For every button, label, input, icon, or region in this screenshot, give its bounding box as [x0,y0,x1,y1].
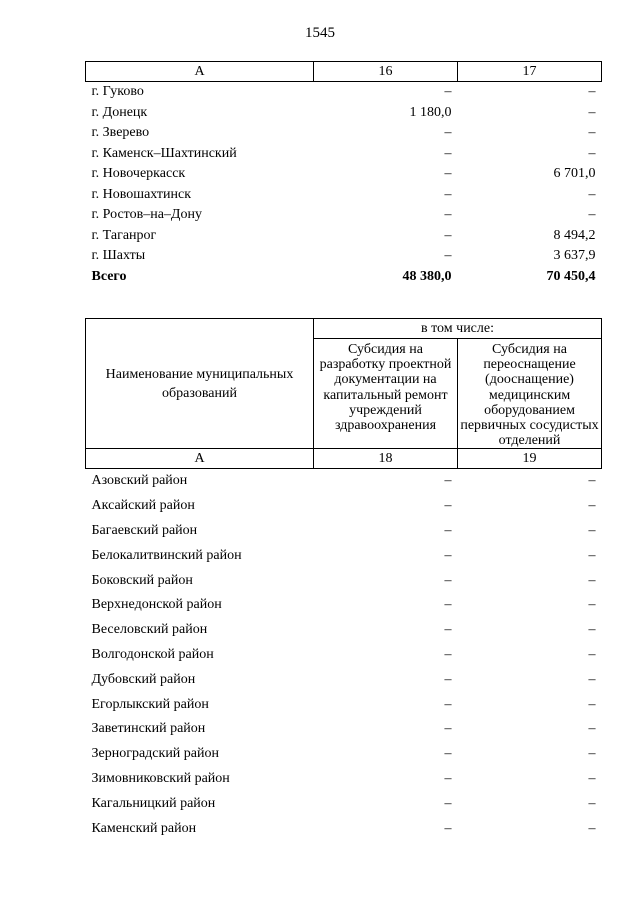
value-v18: – [444,523,452,539]
table-row [86,82,602,103]
table-row [86,792,602,817]
table2-header-a: А [86,449,314,469]
table-row [86,469,602,494]
table-row [86,668,602,693]
municipality-name: г. Донецк [91,104,148,120]
value-v17: – [588,186,596,202]
municipality-name: Багаевский район [91,523,198,539]
value-v19: – [588,523,596,539]
value-v17: – [588,84,596,99]
col18-header: Субсидия на разработку проектной документации на капитальный ремонт учреждений здравоохранения [314,339,458,449]
value-v16: – [444,248,452,263]
municipality-name: Верхнедонской район [91,597,222,613]
value-v18: – [444,721,452,737]
value-v16: – [444,207,452,222]
value-v17: – [588,104,596,120]
municipality-name: г. Таганрог [91,227,157,243]
value-v18: – [444,746,452,762]
value-v19: – [588,498,596,514]
value-v19: – [588,647,596,662]
table-row [86,144,602,165]
subsidy-table-1 [85,61,602,287]
value-v18: – [444,820,452,836]
table-row [86,593,602,618]
value-v18: – [444,622,452,638]
table2-header-18: 18 [314,449,458,469]
value-v18: – [444,795,452,811]
municipality-name: Дубовский район [91,671,196,687]
table1-total-row [86,267,602,288]
value-v17: – [588,125,596,140]
value-v16: – [444,84,452,99]
table-row [86,123,602,144]
municipality-name: Каменский район [91,820,197,836]
page-number: 1545 [305,25,335,41]
value-v18: – [444,647,452,662]
table-row [86,185,602,206]
table-row [86,246,602,267]
value-v16: – [444,227,452,243]
table-row [86,519,602,544]
value-v19: – [588,795,596,811]
table-row [86,817,602,842]
total-16: 48 380,0 [402,268,452,284]
table1-header-a: А [86,62,314,82]
value-v16: – [444,166,452,181]
value-v18: – [444,473,452,489]
value-v19: – [588,746,596,762]
table1-header-17: 17 [458,62,602,82]
table-row [86,494,602,519]
municipality-name: г. Каменск–Шахтинский [91,145,237,161]
value-v19: – [588,572,596,588]
value-v17: 8 494,2 [553,227,596,243]
municipality-name: г. Гуково [91,84,144,99]
municipality-name: г. Новошахтинск [91,186,192,202]
value-v18: – [444,597,452,613]
table2-header-19: 19 [458,449,602,469]
total-label: Всего [91,268,127,284]
table-row [86,103,602,124]
municipality-name: г. Шахты [91,248,146,263]
total-17: 70 450,4 [546,268,596,284]
value-v19: – [588,820,596,836]
value-v18: – [444,547,452,563]
table-row [86,569,602,594]
municipality-name: г. Зверево [91,125,150,140]
table-row [86,205,602,226]
municipality-name: Зерноградский район [91,746,219,762]
municipality-name: Кагальницкий район [91,795,216,811]
value-v16: – [444,186,452,202]
municipality-name: Азовский район [91,473,188,489]
value-v19: – [588,622,596,638]
value-v19: – [588,547,596,563]
including-header: в том числе: [314,319,602,339]
value-v17: 3 637,9 [553,248,596,263]
table1-header-16: 16 [314,62,458,82]
municipality-name: Белокалитвинский район [91,547,242,563]
table-row [86,544,602,569]
table2-header-row-1 [86,319,602,339]
value-v17: 6 701,0 [553,166,596,181]
value-v19: – [588,671,596,687]
municipality-name: Волгодонской район [91,647,214,662]
table-row [86,767,602,792]
table-row [86,717,602,742]
table-row [86,226,602,247]
municipal-column-header: Наименование муниципальных образований [86,319,314,449]
value-v18: – [444,770,452,786]
value-v18: – [444,572,452,588]
municipality-name: Боковский район [91,572,193,588]
municipality-name: Аксайский район [91,498,195,514]
subsidy-table-2 [85,318,602,841]
value-v19: – [588,597,596,613]
value-v19: – [588,770,596,786]
table-row [86,643,602,668]
table-row [86,164,602,185]
value-v18: – [444,696,452,712]
municipality-name: Веселовский район [91,622,208,638]
col19-header: Субсидия на переоснащение (дооснащение) медицинским оборудованием первичных сосудистых отделений [458,339,602,449]
value-v18: – [444,671,452,687]
table1-header-row [86,62,602,82]
municipality-name: Егорлыкский район [91,696,209,712]
municipality-name: Зимовниковский район [91,770,230,786]
table2-header-row-3 [86,449,602,469]
municipality-name: г. Новочеркасск [91,166,186,181]
value-v16: 1 180,0 [409,104,452,120]
municipality-name: г. Ростов–на–Дону [91,207,202,222]
value-v19: – [588,721,596,737]
value-v18: – [444,498,452,514]
table-row [86,742,602,767]
value-v19: – [588,473,596,489]
value-v19: – [588,696,596,712]
value-v17: – [588,207,596,222]
value-v16: – [444,145,452,161]
table-row [86,618,602,643]
municipality-name: Заветинский район [91,721,206,737]
value-v17: – [588,145,596,161]
value-v16: – [444,125,452,140]
table-row [86,693,602,718]
